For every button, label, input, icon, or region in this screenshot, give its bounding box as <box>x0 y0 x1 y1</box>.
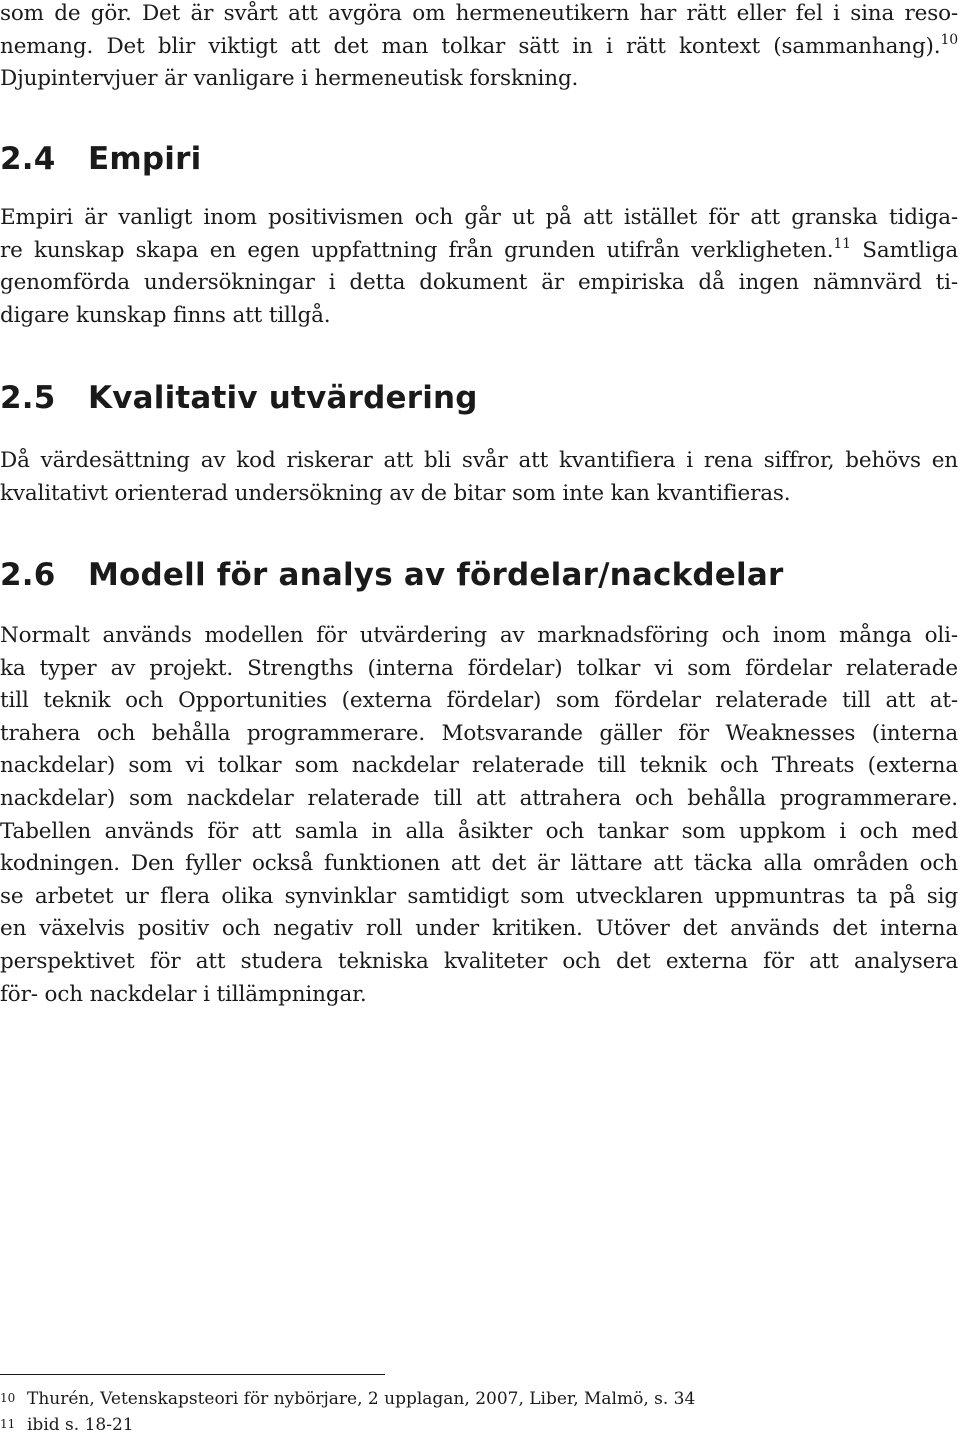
footnote-ref-10[interactable]: 10 <box>940 31 958 48</box>
footnote-divider <box>0 1374 385 1375</box>
para-line <box>0 235 958 268</box>
footnote-11: 11 ibid s. 18-21 <box>0 1415 134 1435</box>
para-line: trahera och behålla programmerare. Motsvarande gäller för Weaknesses (interna <box>0 720 958 746</box>
section-2-4-paragraph <box>0 202 958 332</box>
para-line: kodningen. Den fyller också funktionen att det är lättare att täcka alla områden och <box>0 851 958 877</box>
para-line: Då värdesättning av kod riskerar att bli svår att kvantifiera i rena siffror, behövs en <box>0 448 958 473</box>
footnote-text: Thurén, Vetenskapsteori för nybörjare, 2 upplagan, 2007, Liber, Malmö, s. 34 <box>27 1389 696 1409</box>
para-line: Empiri är vanligt inom positivismen och går ut på att istället för att granska tidiga- <box>0 205 958 230</box>
section-number: 2.5 <box>0 380 56 416</box>
para-line: för- och nackdelar i tillämpningar. <box>0 981 367 1007</box>
footnote-text: ibid s. 18-21 <box>27 1415 134 1435</box>
section-2-6-paragraph <box>0 620 958 1011</box>
para-line: nackdelar) som vi tolkar som nackdelar relaterade till teknik och Threats (externa <box>0 753 958 779</box>
para-line: till teknik och Opportunities (externa fördelar) som fördelar relaterade till att at- <box>0 688 958 714</box>
section-number: 2.6 <box>0 557 56 593</box>
intro-line-3: Djupintervjuer är vanligare i hermeneutisk forskning. <box>0 66 579 92</box>
intro-line-1: som de gör. Det är svårt att avgöra om hermeneutikern har rätt eller fel i sina reso- <box>0 1 958 26</box>
para-line: se arbetet ur flera olika synvinklar samtidigt som utvecklaren uppmuntras ta på sig <box>0 883 958 909</box>
section-title: Empiri <box>88 141 202 177</box>
para-line-text: Samtliga <box>862 237 958 263</box>
section-2-5-paragraph <box>0 445 958 510</box>
section-heading-2-4 <box>0 139 201 179</box>
para-line: Tabellen används för att samla in alla åsikter och tankar som uppkom i och med <box>0 818 958 844</box>
section-title: Modell för analys av fördelar/nackdelar <box>88 557 784 593</box>
section-heading-2-6 <box>0 555 783 595</box>
para-line: nackdelar) som nackdelar relaterade till att attrahera och behålla programmerare. <box>0 785 958 811</box>
footnote-ref-11[interactable]: 11 <box>833 235 851 252</box>
para-line: perspektivet för att studera tekniska kvaliteter och det externa för att analysera <box>0 948 958 974</box>
para-line: Normalt används modellen för utvärdering av marknadsföring och inom många oli- <box>0 623 958 648</box>
intro-line-2-text: nemang. Det blir viktigt att det man tolkar sätt in i rätt kontext (sammanhang). <box>0 33 941 59</box>
section-heading-2-5 <box>0 378 478 418</box>
para-line: en växelvis positiv och negativ roll under kritiken. Utöver det används det interna <box>0 916 958 942</box>
para-line-text: re kunskap skapa en egen uppfattning från grunden utifrån verkligheten. <box>0 237 834 263</box>
para-line: kvalitativt orienterad undersökning av de bitar som inte kan kvantifieras. <box>0 480 791 506</box>
para-line: digare kunskap finns att tillgå. <box>0 302 331 328</box>
section-number: 2.4 <box>0 141 56 177</box>
para-line: ka typer av projekt. Strengths (interna fördelar) tolkar vi som fördelar relaterade <box>0 655 958 681</box>
intro-paragraph <box>0 0 958 96</box>
intro-line-2 <box>0 31 958 64</box>
section-title: Kvalitativ utvärdering <box>88 380 478 416</box>
para-line: genomförda undersökningar i detta dokument är empiriska då ingen nämnvärd ti- <box>0 270 958 296</box>
footnote-10: 10 Thurén, Vetenskapsteori för nybörjare, 2 upplagan, 2007, Liber, Malmö, s. 34 <box>0 1389 696 1409</box>
